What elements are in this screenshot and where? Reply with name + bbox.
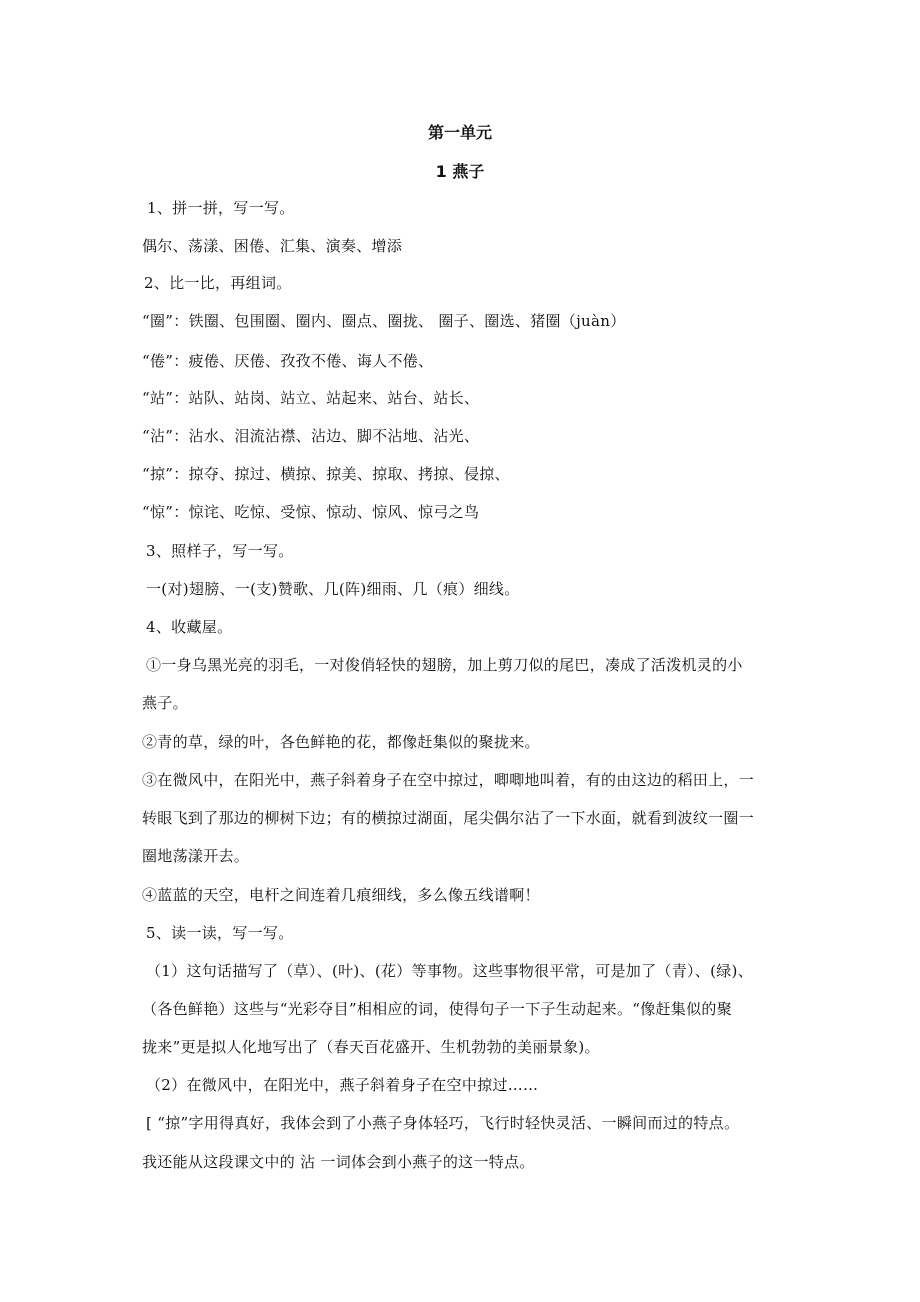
- word-row: “沾”：沾水、泪流沾襟、沾边、脚不沾地、沾光、: [142, 427, 480, 445]
- answer-1: 偶尔、荡漾、困倦、汇集、演奏、增添: [142, 237, 403, 255]
- question-5: 5、读一读，写一写。: [146, 924, 294, 942]
- word-row: “惊”：惊诧、吃惊、受惊、惊动、惊风、惊弓之鸟: [142, 503, 480, 521]
- answer-line: [ “掠”字用得真好，我体会到了小燕子身体轻巧，飞行时轻快灵活、一瞬间而过的特点。: [146, 1114, 740, 1132]
- word-row: “圈”：铁圈、包围圈、圈内、圈点、圈拢、 圈子、圈选、猪圈（juàn）: [142, 312, 626, 330]
- collection-line: 转眼飞到了那边的柳树下边；有的横掠过湖面，尾尖偶尔沾了一下水面，就看到波纹一圈一: [142, 809, 755, 827]
- answer-3: 一(对)翅膀、一(支)赞歌、几(阵)细雨、几（痕）细线。: [146, 580, 520, 598]
- collection-line: 燕子。: [142, 694, 188, 712]
- question-4: 4、收藏屋。: [146, 618, 233, 636]
- unit-title: 第一单元: [427, 123, 492, 142]
- collection-line: ②青的草，绿的叶，各色鲜艳的花，都像赶集似的聚拢来。: [142, 733, 540, 751]
- question-3: 3、照样子，写一写。: [146, 542, 294, 560]
- collection-line: ③在微风中，在阳光中，燕子斜着身子在空中掠过，唧唧地叫着，有的由这边的稻田上，一: [142, 771, 755, 789]
- answer-line: 我还能从这段课文中的 沾 一词体会到小燕子的这一特点。: [142, 1153, 535, 1171]
- answer-line: （2）在微风中，在阳光中，燕子斜着身子在空中掠过……: [146, 1076, 539, 1094]
- answer-line: 拢来”更是拟人化地写出了（春天百花盛开、生机勃勃的美丽景象)。: [142, 1038, 600, 1056]
- lesson-title: 1 燕子: [435, 162, 485, 181]
- collection-line: 圈地荡漾开去。: [142, 847, 250, 865]
- collection-line: ④蓝蓝的天空，电杆之间连着几痕细线，多么像五线谱啊！: [142, 886, 540, 904]
- answer-line: （各色鲜艳）这些与“光彩夺目”相相应的词，使得句子一下子生动起来。“像赶集似的聚: [142, 1000, 733, 1018]
- answer-line: （1）这句话描写了（草）、(叶)、(花）等事物。这些事物很平常，可是加了（青）、(绿)、: [146, 962, 754, 980]
- collection-line: ①一身乌黑光亮的羽毛，一对俊俏轻快的翅膀，加上剪刀似的尾巴，凑成了活泼机灵的小: [146, 656, 743, 674]
- word-row: “站”：站队、站岗、站立、站起来、站台、站长、: [142, 389, 480, 407]
- word-row: “倦”：疲倦、厌倦、孜孜不倦、诲人不倦、: [142, 352, 434, 370]
- word-row: “掠”：掠夺、掠过、横掠、掠美、掠取、拷掠、侵掠、: [142, 465, 510, 483]
- question-2: 2、比一比，再组词。: [144, 274, 292, 292]
- question-1: 1、拼一拼，写一写。: [147, 199, 295, 217]
